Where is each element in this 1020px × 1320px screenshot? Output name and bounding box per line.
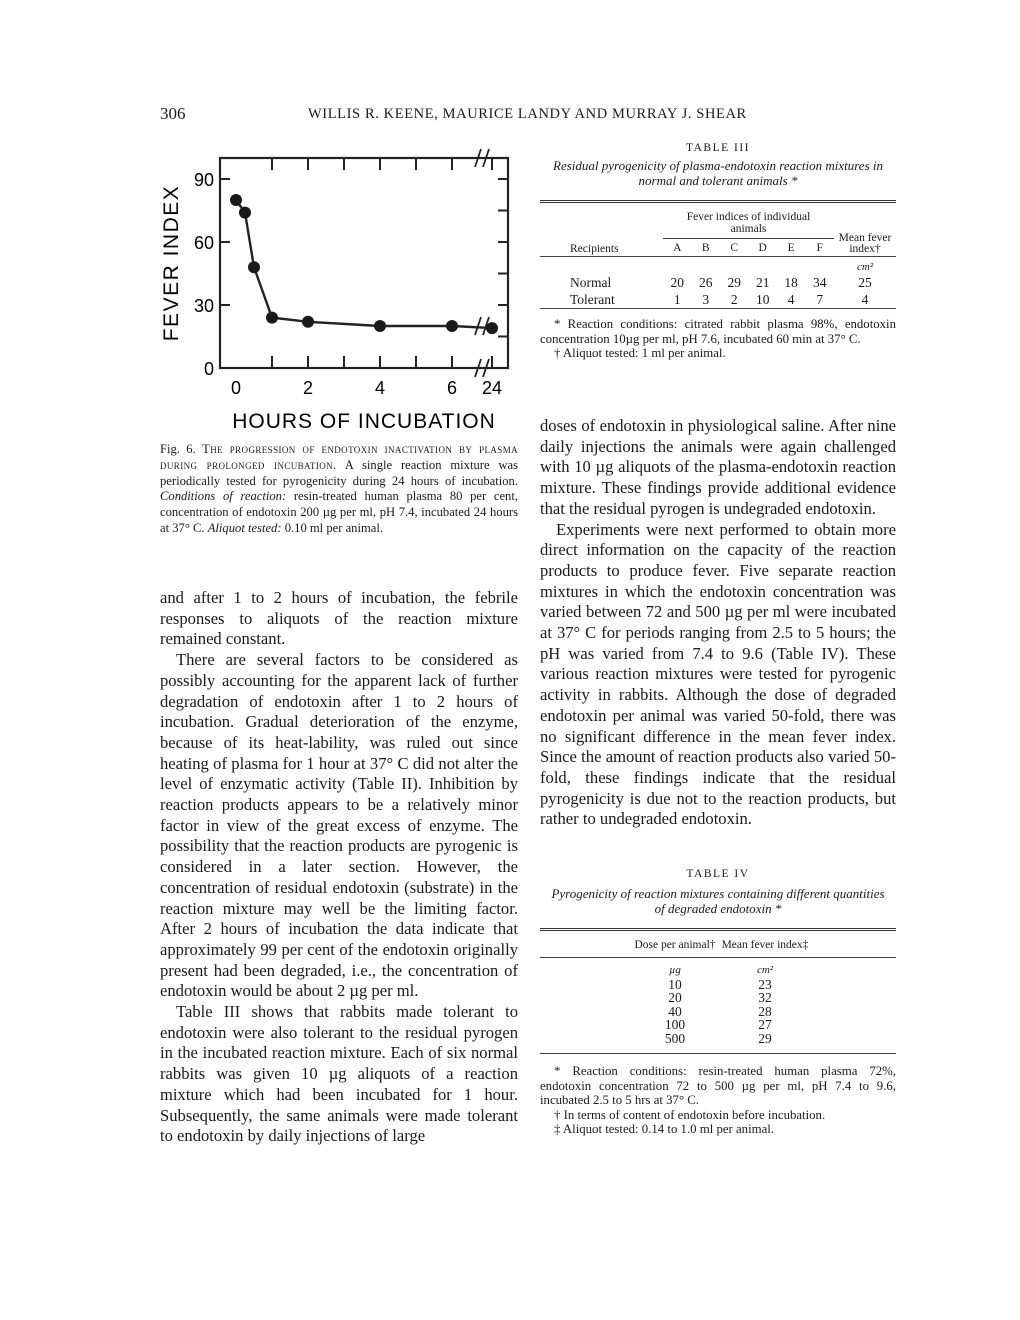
- mean-fever-cell: 32: [758, 990, 772, 1005]
- fever-unit: cm²: [756, 964, 774, 976]
- animal-col-header: D: [758, 242, 767, 254]
- y-axis-label: FEVER INDEX: [160, 184, 183, 342]
- x-tick-label: 24: [481, 378, 503, 398]
- figure-caption: [160, 442, 518, 537]
- data-point: [266, 312, 278, 324]
- table-4-note-2: † In terms of content of endotoxin before incubation.: [554, 1107, 826, 1122]
- animal-col-header: C: [730, 242, 739, 254]
- x-axis-label: HOURS OF INCUBATION: [232, 410, 496, 433]
- data-point: [486, 322, 498, 334]
- conditions-label: Conditions of reaction:: [160, 489, 287, 504]
- page-number: 306: [160, 104, 186, 123]
- dose-unit: µg: [669, 964, 681, 976]
- animal-col-header: A: [673, 242, 682, 254]
- fever-index-cell: 34: [812, 275, 827, 290]
- figure-description: A single reaction mixture was periodically tested for pyrogenicity during 24 hours of incubation.: [160, 457, 518, 488]
- x-tick-label: 0: [230, 378, 242, 398]
- series-line: [236, 200, 492, 328]
- fever-index-chart: [140, 138, 520, 438]
- paragraph: There are several factors to be considered as possibly accounting for the apparent lack of further degradation of endotoxin after 1 to 2 hours of incubation. Gradual deterioration of the enzyme, because of its heat-lability, was ruled out since heating of plasma for 1 hour at 37° C did not alter the level of enzymatic activity (Table II). Inhibition by reaction products appears to be a relatively minor factor in view of the great excess of enzyme. The possibility that the reaction products are pyrogenic is considered in a later section. However, the concentration of residual endotoxin (substrate) in the reaction mixture may well be the limiting factor. After 2 hours of incubation the data indicate that approximately 99 per cent of the endotoxin originally present had been degraded, i.e., the concentration of endotoxin would be about 2 µg per ml.: [160, 650, 518, 1001]
- data-point: [302, 316, 314, 328]
- x-tick-label: 6: [446, 378, 458, 398]
- mean-fever-cell: 28: [758, 1003, 772, 1019]
- table-row: [630, 1032, 810, 1046]
- y-tick-label: 0: [203, 359, 214, 379]
- fever-index-cell: 1: [673, 292, 681, 307]
- mean-cell: 25: [858, 275, 872, 290]
- table-3-caption: Residual pyrogenicity of plasma-endotoxin reaction mixtures in normal and tolerant animals *: [553, 158, 883, 188]
- fever-index-cell: 7: [816, 292, 824, 307]
- right-column-text: [540, 416, 896, 830]
- fever-index-cell: 21: [755, 275, 770, 290]
- fever-index-cell: 26: [698, 275, 713, 290]
- table-row: [630, 1005, 810, 1019]
- x-tick-label: 2: [302, 378, 314, 398]
- fever-index-cell: 29: [727, 275, 741, 290]
- fever-index-cell: 10: [755, 292, 770, 307]
- paragraph: Table III shows that rabbits made tolerant to endotoxin were also tolerant to the residual pyrogen in the incubated reaction mixture. Each of six normal rabbits was given 10 µg aliquots of a reaction mixture which had been incubated for 1 hour. Subsequently, the same animals were made tolerant to endotoxin by daily injections of large: [160, 1002, 518, 1146]
- aliquot-label: Aliquot tested:: [207, 520, 282, 535]
- data-point: [446, 320, 458, 332]
- fever-index-cell: 3: [702, 292, 710, 307]
- mean-fever-cell: 23: [758, 976, 772, 992]
- fever-indices-header: Fever indices of individual animals: [663, 211, 834, 239]
- mean-header: Mean fever index†: [838, 232, 892, 255]
- table-row: [630, 978, 810, 992]
- recipient-cell: Normal: [570, 275, 612, 290]
- data-point: [230, 194, 242, 206]
- table-row: [540, 274, 896, 291]
- table-row: [630, 991, 810, 1005]
- table-3: [540, 142, 896, 361]
- dose-cell: 500: [664, 1030, 686, 1046]
- paragraph: Experiments were next performed to obtain more direct information on the capacity of the reaction products to produce fever. Five separate reaction mixtures in which the endotoxin concentration was varied between 72 and 500 µg per ml were incubated at 37° C for periods ranging from 2.5 to 5 hours; the pH was varied from 7.4 to 9.6 (Table IV). These various reaction mixtures were tested for pyrogenic activity in rabbits. Although the dose of degraded endotoxin per animal was varied 50-fold, there was no significant difference in the mean fever index. Since the amount of reaction products also varied 50-fold, these findings indicate that the residual pyrogenicity is due not to the reaction products, but rather to undegraded endotoxin.: [540, 519, 896, 829]
- y-tick-label: 90: [193, 170, 214, 190]
- table-4-grid: [630, 939, 810, 951]
- table-3-note-2: † Aliquot tested: 1 ml per animal.: [554, 346, 726, 360]
- axis-break-mark: [475, 317, 481, 335]
- dose-header: Dose per animal†: [634, 939, 716, 951]
- y-tick-label: 30: [193, 296, 214, 316]
- table-3-label: TABLE III: [686, 142, 750, 154]
- fever-index-cell: 4: [787, 292, 795, 307]
- table-4-label: TABLE IV: [686, 868, 750, 880]
- dose-cell: 100: [664, 1017, 686, 1032]
- table-4-note-3: ‡ Aliquot tested: 0.14 to 1.0 ml per animal.: [554, 1122, 775, 1136]
- table-4: [540, 868, 896, 1137]
- mean-cell: 4: [861, 292, 869, 307]
- dose-cell: 10: [668, 976, 682, 992]
- conditions-text: resin-treated human plasma 80 per cent, concentration of endotoxin 200 µg per ml, pH 7.4, incubated 24 hours at 37° C.: [160, 489, 518, 535]
- figure-label: Fig. 6.: [160, 442, 196, 456]
- left-column-text: [160, 588, 518, 1147]
- running-head: WILLIS R. KEENE, MAURICE LANDY AND MURRAY J. SHEAR: [308, 106, 747, 122]
- animal-col-header: B: [701, 242, 710, 254]
- data-point: [248, 261, 260, 273]
- fever-index-cell: 2: [730, 292, 738, 307]
- animal-col-header: F: [816, 242, 823, 254]
- table-3-grid: [540, 211, 896, 313]
- y-tick-label: 60: [193, 233, 214, 253]
- mean-unit: cm²: [856, 261, 874, 273]
- mean-fever-cell: 29: [758, 1030, 772, 1046]
- animal-col-header: E: [787, 242, 795, 254]
- fever-header: Mean fever index‡: [721, 939, 809, 951]
- table-3-note-1: * Reaction conditions: citrated rabbit plasma 98%, endotoxin concentration 10µg per ml, pH 7.6, incubated 60 min at 37° C.: [540, 317, 896, 346]
- table-row: [630, 1018, 810, 1032]
- plot-frame: [220, 158, 508, 368]
- aliquot-text: 0.10 ml per animal.: [284, 520, 383, 535]
- fever-index-cell: 20: [670, 275, 684, 290]
- table-4-note-1: * Reaction conditions: resin-treated human plasma 72%, endotoxin concentration 72 to 500 µg per ml, pH 7.4 to 9.6, incubated 2.5 to 5 hrs at 37° C.: [540, 1064, 896, 1107]
- dose-cell: 20: [668, 990, 682, 1005]
- paragraph: doses of endotoxin in physiological saline. After nine daily injections the animals were again challenged with 10 µg aliquots of the plasma-endotoxin reaction mixture. These findings provide additional evidence that the residual pyrogen is undegraded endotoxin.: [540, 416, 896, 518]
- paragraph: and after 1 to 2 hours of incubation, the febrile responses to aliquots of the reaction mixture remained constant.: [160, 588, 518, 649]
- figure-title: The progression of endotoxin inactivation by plasma during prolonged incubation.: [160, 442, 518, 472]
- data-point: [239, 207, 251, 219]
- x-tick-label: 4: [374, 378, 386, 398]
- data-point: [374, 320, 386, 332]
- table-4-body: [630, 964, 810, 1045]
- recipient-cell: Tolerant: [570, 292, 615, 307]
- dose-cell: 40: [668, 1003, 682, 1019]
- table-row: [540, 291, 896, 309]
- fever-index-cell: 18: [784, 275, 798, 290]
- recipients-header: Recipients: [570, 243, 619, 255]
- table-4-caption: Pyrogenicity of reaction mixtures containing different quantities of degraded endotoxin *: [551, 886, 885, 916]
- mean-fever-cell: 27: [758, 1017, 772, 1032]
